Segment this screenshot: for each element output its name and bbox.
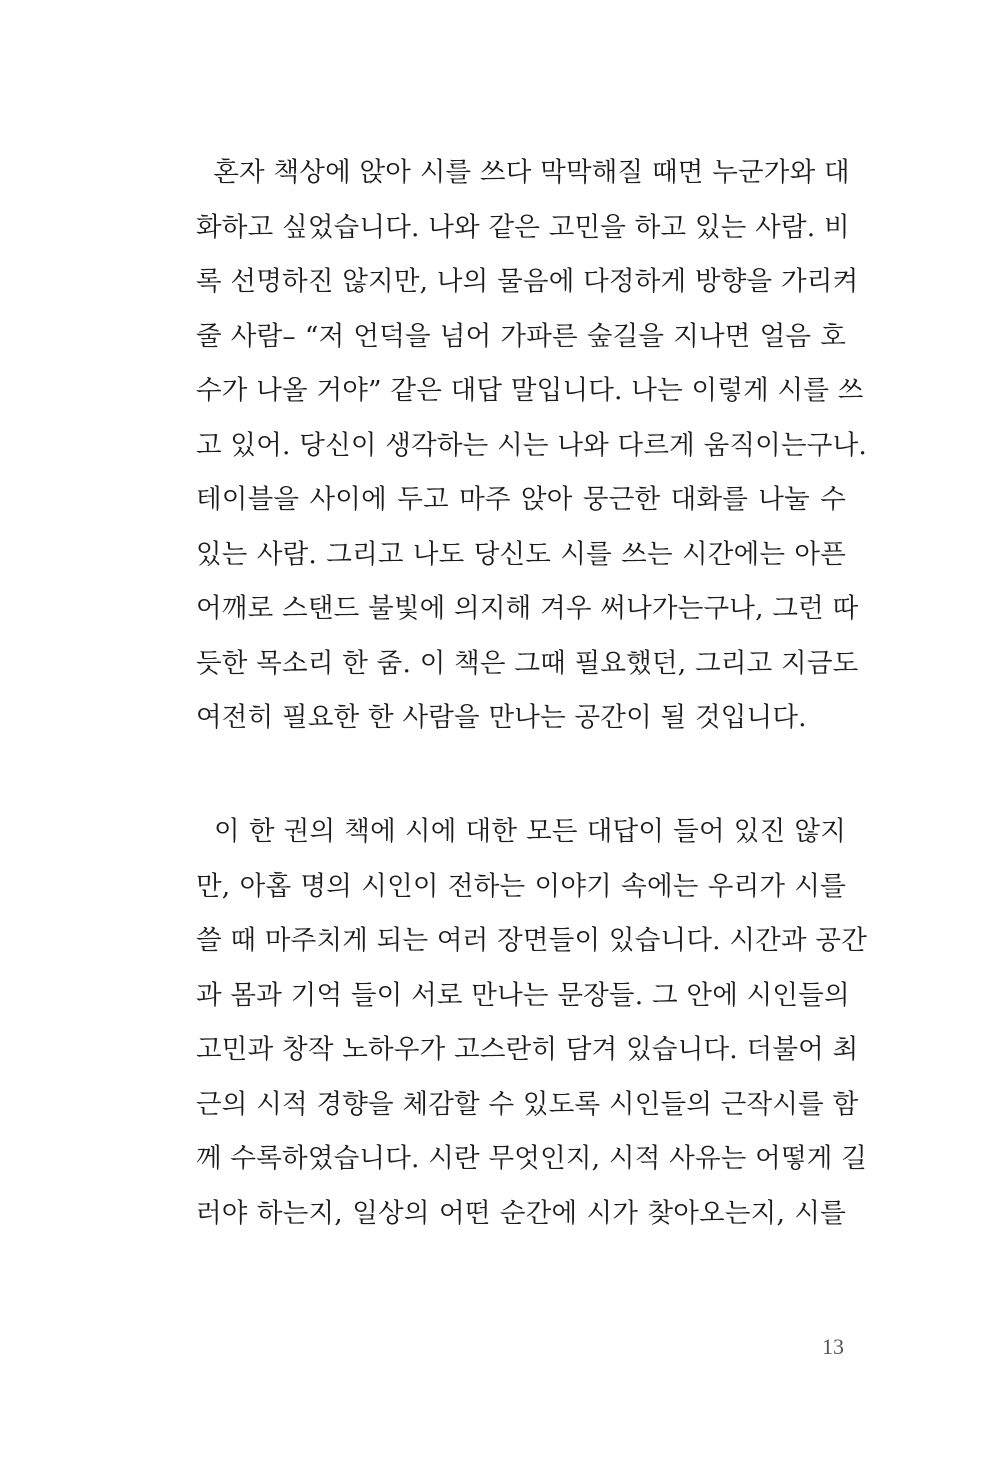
paragraph-1 — [196, 146, 867, 746]
text-line: 어깨로 스탠드 불빛에 의지해 겨우 써나가는구나, 그런 따 — [196, 593, 859, 624]
text-line: 줄 사람– “저 언덕을 넘어 가파른 숲길을 지나면 얼음 호 — [196, 320, 846, 352]
text-line: 러야 하는지, 일상의 어떤 순간에 시가 찾아오는지, 시를 — [196, 1197, 846, 1229]
text-line: 고 있어. 당신이 생각하는 시는 나와 다르게 움직이는구나. — [196, 429, 867, 461]
text-line: 이 한 권의 책에 시에 대한 모든 대답이 들어 있진 않지 — [196, 816, 846, 847]
text-line: 과 몸과 기억 들이 서로 만나는 문장들. 그 안에 시인들의 — [196, 979, 850, 1011]
text-line: 수가 나올 거야” 같은 대답 말입니다. 나는 이렇게 시를 쓰 — [196, 375, 864, 406]
text-line: 근의 시적 경향을 체감할 수 있도록 시인들의 근작시를 함 — [196, 1088, 859, 1120]
text-line: 고민과 창작 노하우가 고스란히 담겨 있습니다. 더불어 최 — [196, 1034, 859, 1065]
page-number: 13 — [822, 1334, 844, 1359]
text-line: 듯한 목소리 한 줌. 이 책은 그때 필요했던, 그리고 지금도 — [196, 647, 859, 679]
text-line: 만, 아홉 명의 시인이 전하는 이야기 속에는 우리가 시를 — [196, 870, 846, 902]
text-line: 여전히 필요한 한 사람을 만나는 공간이 될 것입니다. — [196, 702, 807, 733]
text-line: 있는 사람. 그리고 나도 당신도 시를 쓰는 시간에는 아픈 — [196, 538, 846, 570]
paragraph-2 — [196, 805, 867, 1241]
text-line: 께 수록하였습니다. 시란 무엇인지, 시적 사유는 어떻게 길 — [196, 1143, 867, 1174]
text-line: 혼자 책상에 앉아 시를 쓰다 막막해질 때면 누군가와 대 — [196, 157, 850, 188]
text-line: 록 선명하진 않지만, 나의 물음에 다정하게 방향을 가리켜 — [196, 266, 859, 297]
text-line: 화하고 싶었습니다. 나와 같은 고민을 하고 있는 사람. 비 — [196, 211, 850, 243]
text-line: 쓸 때 마주치게 되는 여러 장면들이 있습니다. 시간과 공간 — [196, 925, 867, 956]
text-line: 테이블을 사이에 두고 마주 앉아 뭉근한 대화를 나눌 수 — [196, 484, 846, 515]
